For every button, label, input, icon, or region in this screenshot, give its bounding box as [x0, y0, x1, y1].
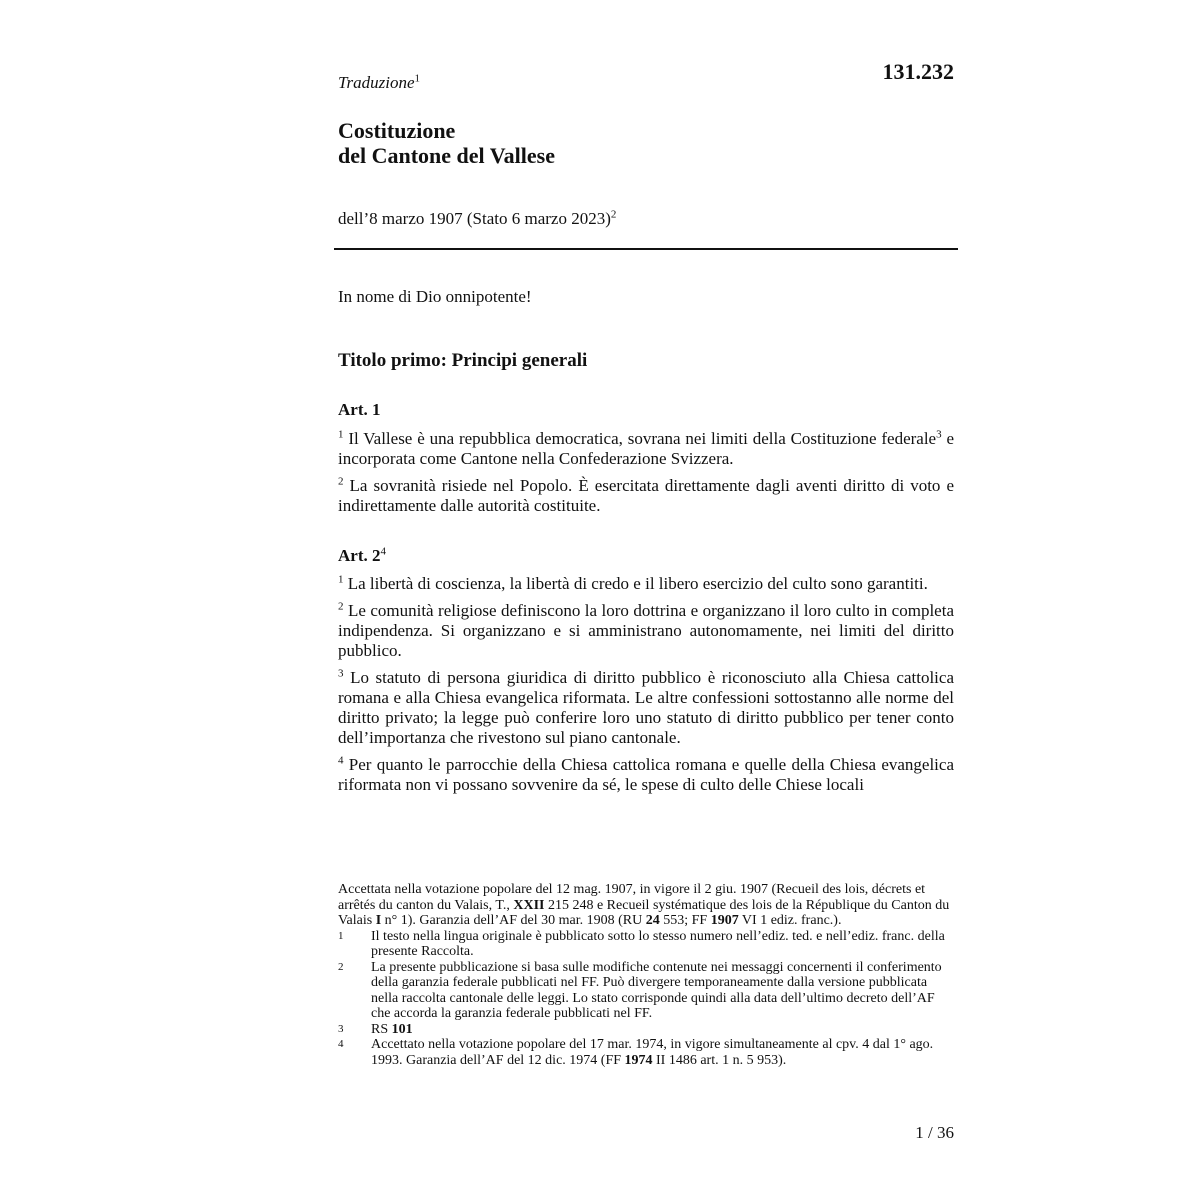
footnote-text: VI 1 ediz. franc.). — [738, 913, 842, 928]
sr-number: 131.232 — [882, 59, 954, 84]
footnote-bold: 1974 — [624, 1052, 653, 1068]
footnote-text-part: RS — [371, 1021, 392, 1037]
footnote-item — [338, 929, 954, 960]
footnote-number: 3 — [338, 1022, 344, 1035]
article-paragraph — [338, 476, 954, 516]
footnotes — [338, 882, 954, 1068]
translation-text: Traduzione — [338, 73, 415, 92]
document-title — [338, 118, 954, 168]
footnote-text: Accettata nella votazione popolare del 12 mag. 1907, in vigore il 2 giu. 1907 (Recueil des lois, décrets et arrêtés du canton du Valais, T., — [338, 882, 926, 913]
article-paragraph — [338, 601, 954, 661]
footnote-bold[interactable]: 101 — [391, 1021, 413, 1037]
header-divider — [334, 248, 958, 250]
section-heading: Titolo primo: Principi generali — [338, 350, 588, 371]
article-2-body — [338, 574, 954, 802]
footnote-bold: 1907 — [710, 913, 739, 928]
footnote-ref[interactable]: 3 — [936, 428, 942, 441]
paragraph-text: Per quanto le parrocchie della Chiesa cattolica romana e quelle della Chiesa evangelica riformata non vi possano sovvenire da sé, le spese di culto delle Chiese locali — [338, 755, 954, 794]
article-1-heading: Art. 1 — [338, 400, 381, 419]
paragraph-number: 2 — [338, 475, 344, 488]
article-2-heading — [338, 546, 954, 566]
document-date — [338, 209, 954, 229]
footnote-text: La presente pubblicazione si basa sulle modifiche contenute nei messaggi concernenti il conferimento della garanzia federale pubblicati nel FF. Può divergere temporaneamente dalla versione pubblicata nella raccolta cantonale delle leggi. Lo stato corrisponde quindi alla data dell’ultimo decreto dell’AF che accorda la garanzia federale pubblicati nel FF. — [371, 959, 942, 1021]
title-line-2: del Cantone del Vallese — [338, 143, 555, 168]
paragraph-text: Il Vallese è una repubblica democratica, sovrana nei limiti della Costituzione federale — [343, 429, 937, 448]
article-1-body — [338, 429, 954, 523]
footnote-text: 215 248 e Recueil systématique des lois de la République du Canton du Valais — [338, 897, 950, 928]
footnote-text-part: II 1486 art. 1 n. 5 953). — [652, 1052, 787, 1068]
footnote-text: n° 1). Garanzia dell’AF del 30 mar. 1908 (RU — [381, 913, 646, 928]
footnote-text — [371, 1022, 954, 1038]
paragraph-text: Lo statuto di persona giuridica di diritto pubblico è riconosciuto alla Chiesa cattolica romana e alla Chiesa evangelica riformata. Le altre confessioni sottostanno alle norme del diritto privato; la legge può conferire loro uno statuto di diritto pubblico per tener conto dell’importanza che rivestono sul piano cantonale. — [338, 668, 954, 747]
paragraph-number: 3 — [338, 667, 344, 680]
footnote-bold: I — [375, 913, 382, 928]
footnote-ref[interactable]: 2 — [610, 208, 617, 221]
article-paragraph — [338, 668, 954, 748]
footnote-ref[interactable]: 1 — [414, 72, 421, 85]
article-paragraph — [338, 755, 954, 795]
paragraph-number: 4 — [338, 754, 344, 767]
article-2-heading-text: Art. 2 — [338, 546, 381, 565]
paragraph-number: 2 — [338, 600, 344, 613]
footnote-number: 2 — [338, 960, 344, 973]
date-text: dell’8 marzo 1907 (Stato 6 marzo 2023) — [338, 209, 611, 228]
footnote-number: 1 — [338, 929, 344, 942]
footnote-text: 553; FF — [659, 913, 711, 928]
paragraph-number: 1 — [338, 573, 344, 586]
page-number: 1 / 36 — [915, 1123, 954, 1142]
footnote-text — [371, 1037, 954, 1068]
paragraph-text: e incorporata come Cantone nella Confederazione Svizzera. — [338, 429, 954, 468]
footnote-item — [338, 1022, 954, 1038]
footnote-bold: XXII — [513, 897, 545, 913]
footnote-intro — [338, 882, 954, 929]
translation-label — [338, 73, 954, 93]
paragraph-text: La sovranità risiede nel Popolo. È esercitata direttamente dagli aventi diritto di voto e indirettamente dalle autorità costituite. — [338, 476, 954, 515]
preamble: In nome di Dio onnipotente! — [338, 287, 532, 306]
paragraph-number: 1 — [338, 428, 344, 441]
footnote-number: 4 — [338, 1038, 344, 1050]
footnote-ref[interactable]: 4 — [380, 545, 386, 558]
article-paragraph — [338, 574, 954, 594]
article-paragraph — [338, 429, 954, 469]
footnote-item — [338, 1037, 954, 1068]
footnote-text: Il testo nella lingua originale è pubblicato sotto lo stesso numero nell’ediz. ted. e nell’ediz. franc. della presente Raccolta. — [371, 928, 945, 959]
paragraph-text: La libertà di coscienza, la libertà di credo e il libero esercizio del culto sono garantiti. — [343, 574, 928, 593]
paragraph-text: Le comunità religiose definiscono la loro dottrina e organizzano il loro culto in completa indipendenza. Si organizzano e si amministrano autonomamente, nei limiti del diritto pubblico. — [338, 601, 954, 660]
footnote-bold: 24 — [645, 913, 660, 928]
footnote-item — [338, 960, 954, 1022]
footnote-text-part: Accettato nella votazione popolare del 17 mar. 1974, in vigore simultaneamente al cpv. 4 dal 1° ago. 1993. Garanzia dell’AF del 12 dic. 1974 (FF — [371, 1037, 934, 1068]
title-line-1: Costituzione — [338, 118, 456, 143]
